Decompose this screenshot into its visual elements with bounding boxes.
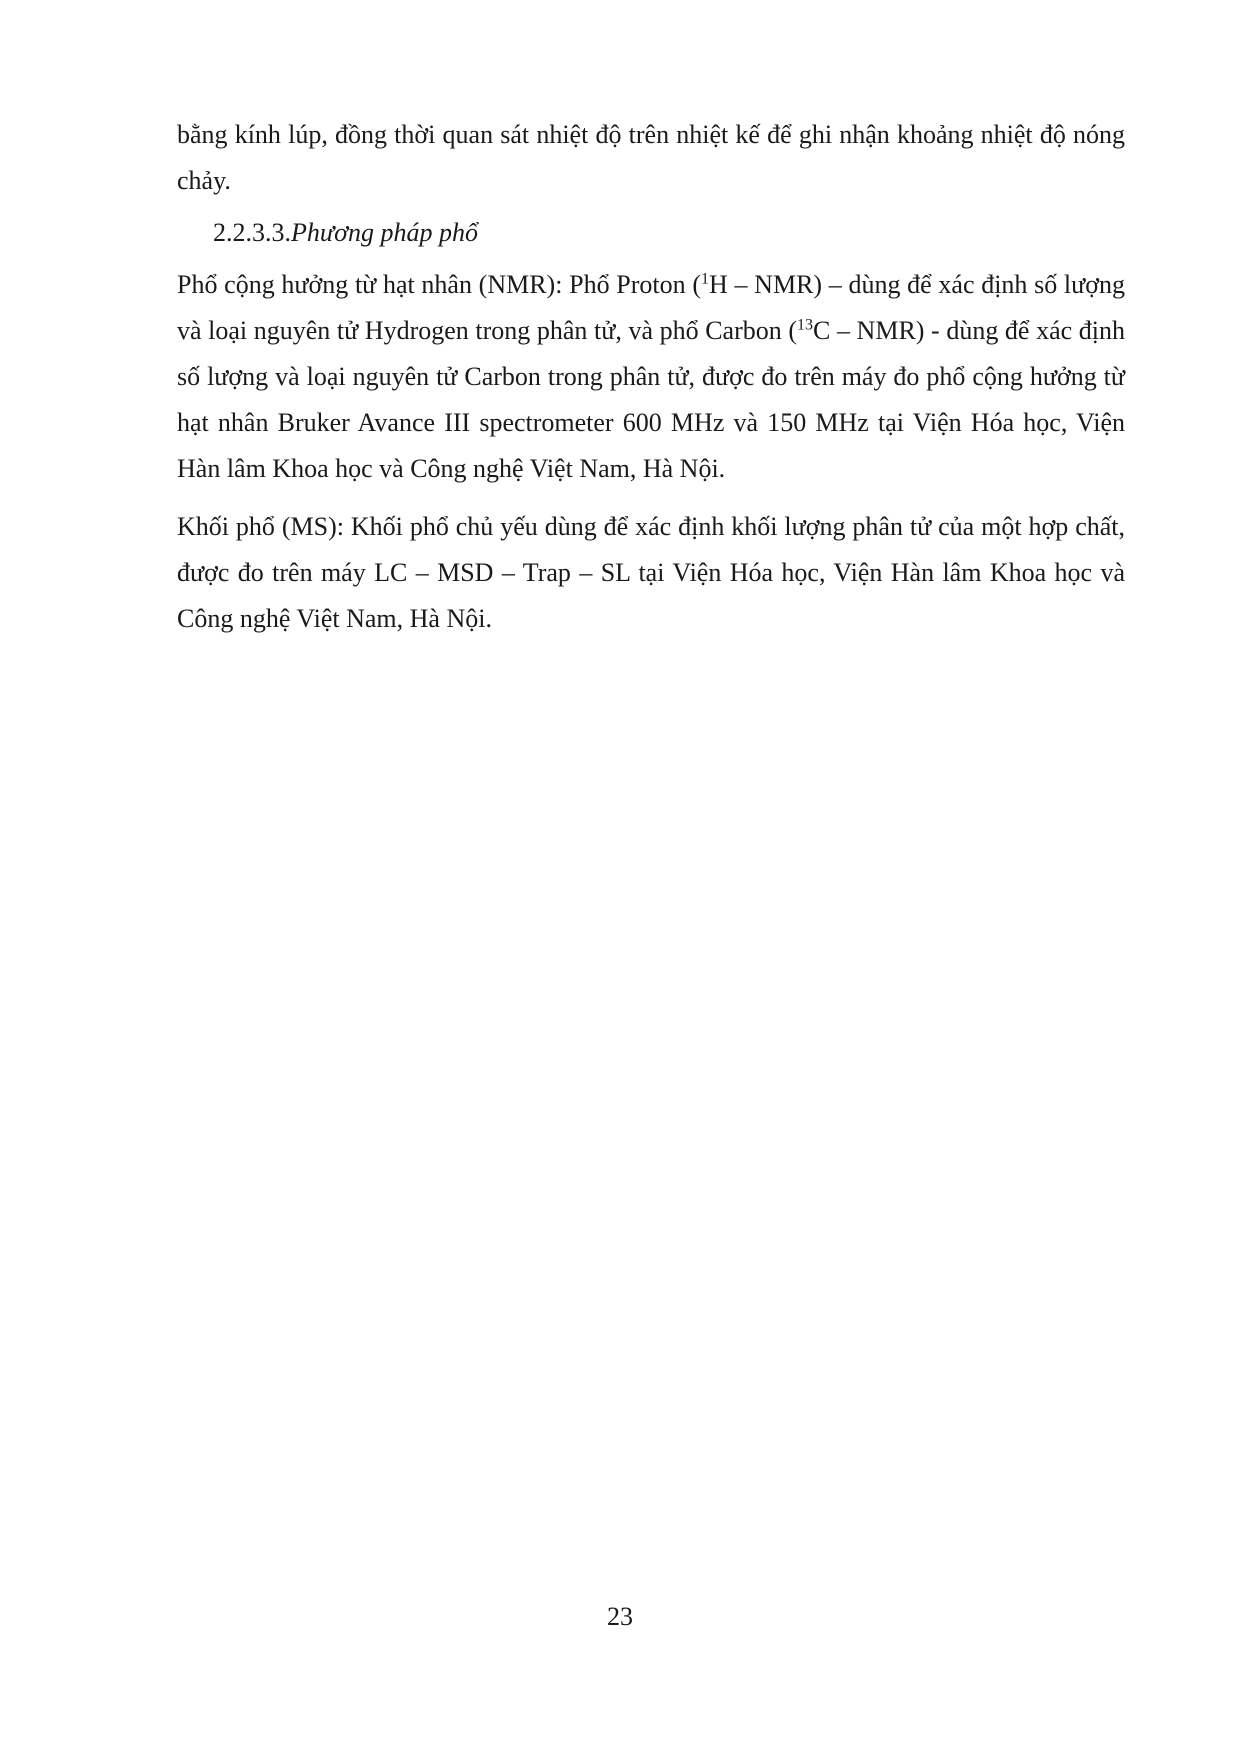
nmr-superscript-13: 13 [797,316,813,334]
page-content [177,112,1125,654]
nmr-superscript-1: 1 [701,270,709,288]
section-heading [213,210,1125,256]
nmr-text-part1: Phổ cộng hưởng từ hạt nhân (NMR): Phổ Proton ( [177,270,701,299]
continuation-paragraph: bằng kính lúp, đồng thời quan sát nhiệt độ trên nhiệt kế để ghi nhận khoảng nhiệt độ nóng chảy. [177,120,1125,195]
page-number: 23 [607,1602,633,1631]
section-title: Phương pháp phổ [291,218,478,247]
nmr-text-part2: H – NMR) – dùng để xác định số lượng và loại nguyên tử Hydrogen trong phân tử, và phổ Carbon ( [177,270,1125,345]
ms-paragraph: Khối phổ (MS): Khối phổ chủ yếu dùng để xác định khối lượng phân tử của một hợp chất, được đo trên máy LC – MSD – Trap – SL tại Viện Hóa học, Viện Hàn lâm Khoa học và Công nghệ Việt Nam, Hà Nội. [177,512,1125,633]
nmr-paragraph [177,262,1125,492]
nmr-text-part3: C – NMR) - dùng để xác định số lượng và loại nguyên tử Carbon trong phân tử, được đo trên máy đo phổ cộng hưởng từ hạt nhân Bruker Avance III spectrometer 600 MHz và 150 MHz tại Viện Hóa học, Viện Hàn lâm Khoa học và Công nghệ Việt Nam, Hà Nội. [177,316,1125,483]
section-number: 2.2.3.3. [213,218,291,247]
